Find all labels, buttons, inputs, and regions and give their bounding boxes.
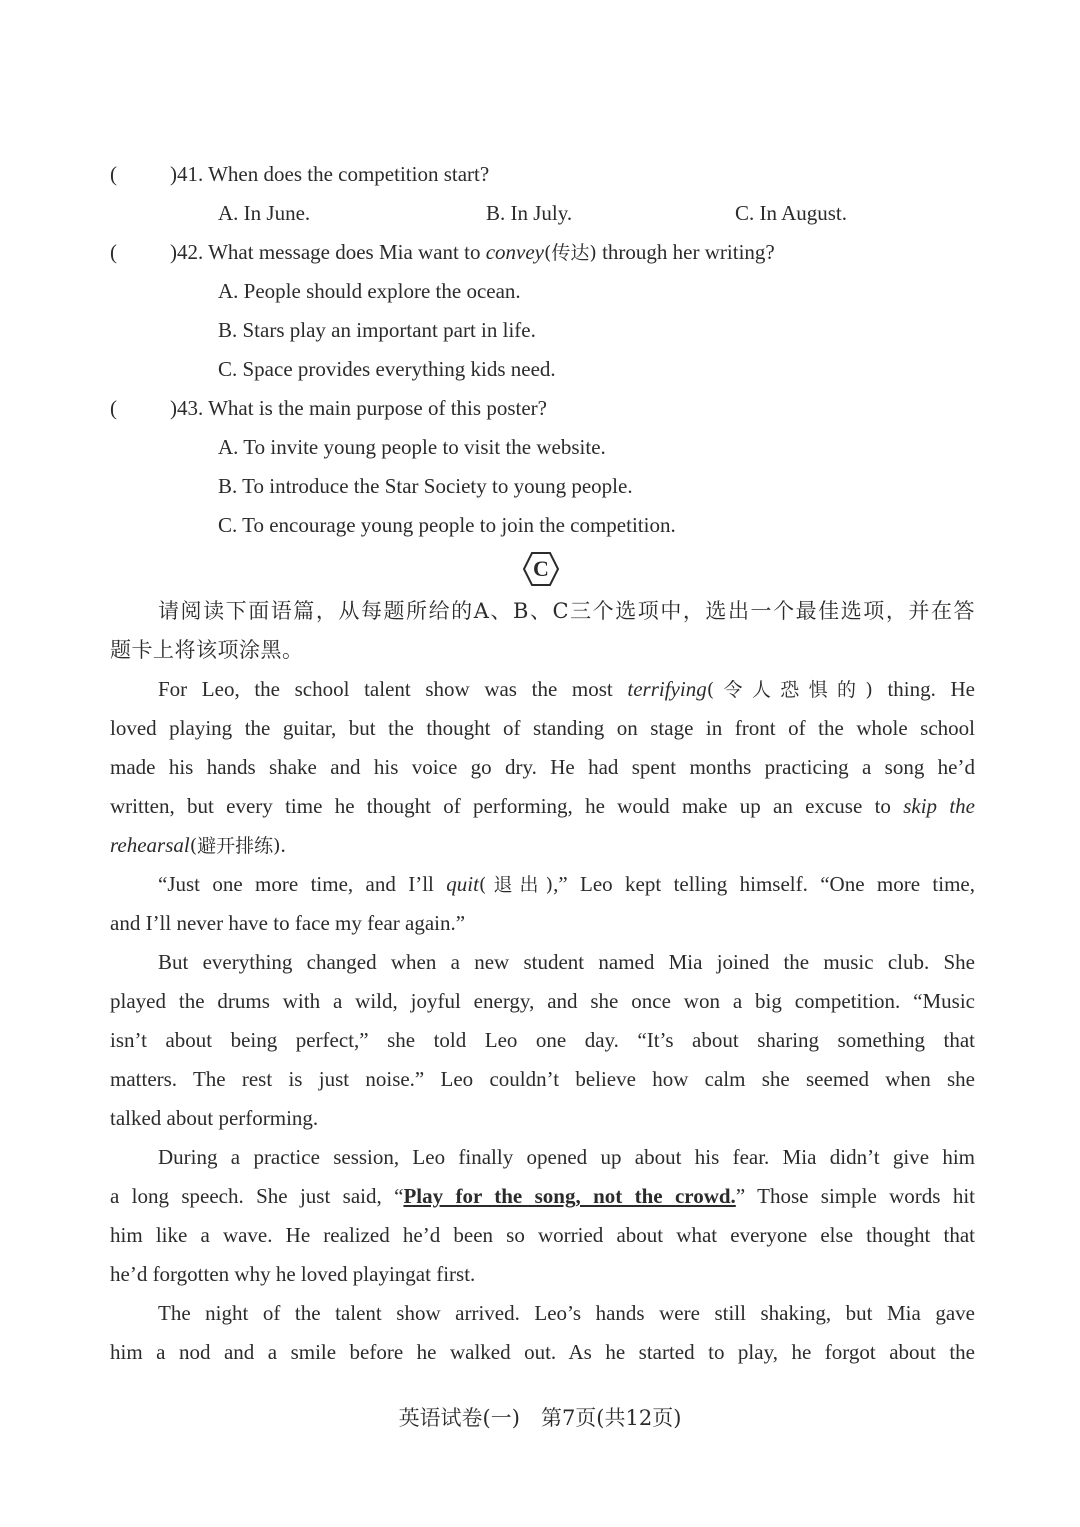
section-label: C xyxy=(533,556,549,581)
answer-blank[interactable]: ( xyxy=(110,162,117,186)
question-stem: )41. When does the competition start? xyxy=(170,162,490,186)
passage-line: The night of the talent show arrived. Leo’s hands were still shaking, but Mia gave xyxy=(158,1301,975,1325)
passage-line: For Leo, the school talent show was the most terrifying(令人恐惧的) thing. He xyxy=(158,677,975,701)
option-a: A. In June. xyxy=(218,201,311,225)
option-c: C. In August. xyxy=(735,201,848,225)
passage-line: loved playing the guitar, but the thought of standing on stage in front of the whole school xyxy=(110,716,975,740)
option-b: B. Stars play an important part in life. xyxy=(218,318,536,342)
section-instruction: 请阅读下面语篇，从每题所给的A、B、C三个选项中，选出一个最佳选项，并在答 xyxy=(158,599,975,623)
passage-line: a long speech. She just said, “Play for the song, not the crowd.” Those simple words hit xyxy=(110,1184,976,1208)
option-a: A. To invite young people to visit the website. xyxy=(218,435,606,459)
page-footer: 英语试卷(一) 第7页(共12页) xyxy=(398,1406,682,1430)
passage-line: played the drums with a wild, joyful energy, and she once won a big competition. “Music xyxy=(110,989,975,1013)
passage-line: him a nod and a smile before he walked out. As he started to play, he forgot about the xyxy=(110,1340,975,1364)
option-a: A. People should explore the ocean. xyxy=(218,279,521,303)
passage-line: written, but every time he thought of performing, he would make up an excuse to skip the xyxy=(110,794,975,818)
passage-line: “Just one more time, and I’ll quit(退出),” Leo kept telling himself. “One more time, xyxy=(158,872,975,896)
passage-line: isn’t about being perfect,” she told Leo one day. “It’s about sharing something that xyxy=(110,1028,975,1052)
question-43 xyxy=(110,389,980,428)
answer-blank[interactable]: ( xyxy=(110,396,117,420)
passage-line: matters. The rest is just noise.” Leo couldn’t believe how calm she seemed when she xyxy=(110,1067,975,1091)
question-stem: )42. What message does Mia want to convey(传达) through her writing? xyxy=(170,240,775,264)
section-instruction: 题卡上将该项涂黑。 xyxy=(110,638,304,662)
passage-line: talked about performing. xyxy=(110,1106,319,1130)
passage-line: rehearsal(避开排练). xyxy=(110,833,286,857)
question-42 xyxy=(110,233,980,272)
passage-line: him like a wave. He realized he’d been so worried about what everyone else thought that xyxy=(110,1223,975,1247)
passage-line: and I’ll never have to face my fear again.” xyxy=(110,911,466,935)
question-41 xyxy=(110,155,980,194)
option-c: C. To encourage young people to join the competition. xyxy=(218,513,676,537)
option-b: B. To introduce the Star Society to young people. xyxy=(218,474,633,498)
passage-line: made his hands shake and his voice go dry. He had spent months practicing a song he’d xyxy=(110,755,975,779)
option-c: C. Space provides everything kids need. xyxy=(218,357,556,381)
passage-line: he’d forgotten why he loved playingat first. xyxy=(110,1262,476,1286)
section-c-badge xyxy=(522,551,560,587)
key-quote: Play for the song, not the crowd. xyxy=(403,1184,736,1208)
answer-blank[interactable]: ( xyxy=(110,240,117,264)
option-b: B. In July. xyxy=(486,201,573,225)
passage-line: But everything changed when a new student named Mia joined the music club. She xyxy=(158,950,975,974)
passage-line: During a practice session, Leo finally opened up about his fear. Mia didn’t give him xyxy=(158,1145,975,1169)
question-stem: )43. What is the main purpose of this poster? xyxy=(170,396,547,420)
